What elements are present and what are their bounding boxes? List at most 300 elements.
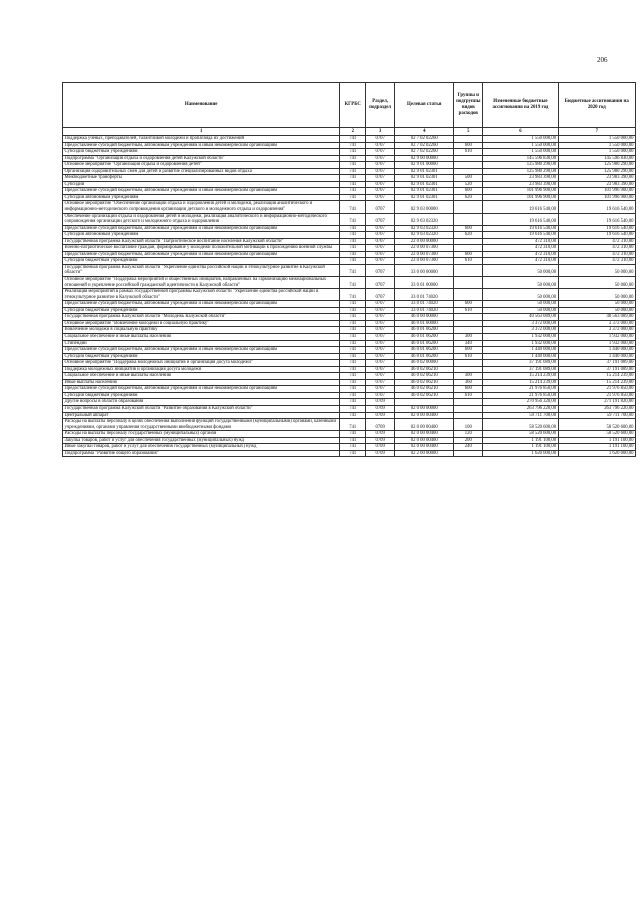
row-section: 0709 xyxy=(366,399,395,406)
row-amount-2019: 50 000,00 xyxy=(483,301,558,308)
row-amount-2019: 125 980 290,00 xyxy=(483,168,558,175)
row-amount-2020: 3 372 000,00 xyxy=(558,320,635,327)
row-amount-2019: 19 616 540,00 xyxy=(483,201,558,213)
row-section: 0707 xyxy=(366,320,395,327)
row-target-article: 22 0 00 07300 xyxy=(395,251,454,258)
row-target-article: 02 9 01 02301 xyxy=(395,194,454,201)
row-kbk: 741 xyxy=(340,201,366,213)
row-expense-group: 600 xyxy=(454,301,483,308)
row-amount-2020: 1 550 000,00 xyxy=(558,149,635,156)
table-row xyxy=(63,320,636,327)
row-name: Предоставление субсидий бюджетным, автономным учреждениям и иным некоммерческим организациям xyxy=(63,386,340,393)
row-kbk: 741 xyxy=(340,232,366,239)
row-amount-2020: 19 616 540,00 xyxy=(558,201,635,213)
row-amount-2019: 1 191 100,00 xyxy=(483,437,558,444)
row-target-article: 02 9 01 02301 xyxy=(395,188,454,195)
row-amount-2019: 37 191 089,00 xyxy=(483,366,558,373)
row-amount-2019: 19 616 540,00 xyxy=(483,225,558,232)
table-row xyxy=(63,213,636,225)
row-name: Субсидии бюджетным учреждениям xyxy=(63,392,340,399)
row-section: 0707 xyxy=(366,188,395,195)
row-name: Основное мероприятие "Поддержка мероприятий и общественных инициатив, направленных на гармонизацию межнациональных отношений и укрепление российской гражданской идентичности в Калужской области" xyxy=(63,277,340,289)
row-target-article: 02 9 03 02320 xyxy=(395,225,454,232)
row-kbk: 741 xyxy=(340,327,366,334)
row-section: 0709 xyxy=(366,437,395,444)
row-name: Обеспечение организации отдыха и оздоровления детей и молодежи, реализация аналитического и информационно-методического сопровождения организации детского и молодежного отдыха и оздоровления xyxy=(63,213,340,225)
row-target-article: 02 9 00 00000 xyxy=(395,155,454,162)
row-kbk: 741 xyxy=(340,238,366,245)
row-name: Закупка товаров, работ и услуг для обеспечения государственных (муниципальных) нужд xyxy=(63,437,340,444)
row-amount-2019: 101 996 900,00 xyxy=(483,194,558,201)
row-amount-2019: 1 620 000,00 xyxy=(483,450,558,457)
row-amount-2019: 1 550 000,00 xyxy=(483,136,558,143)
row-amount-2019: 263 796 220,00 xyxy=(483,405,558,412)
table-row xyxy=(63,405,636,412)
row-amount-2020: 50 000,00 xyxy=(558,289,635,301)
row-name: Основное мероприятие "Обеспечение организации отдыха и оздоровления детей и молодежи, реализация аналитического и информационно-методического сопровождения организации детского и молодежного отдыха и оздоровления" xyxy=(63,201,340,213)
table-row xyxy=(63,245,636,252)
row-section: 0707 xyxy=(366,360,395,367)
row-section: 0709 xyxy=(366,412,395,419)
row-section: 0707 xyxy=(366,149,395,156)
row-amount-2020: 145 596 830,00 xyxy=(558,155,635,162)
row-kbk: 741 xyxy=(340,188,366,195)
row-amount-2019: 125 980 290,00 xyxy=(483,162,558,169)
row-section: 0707 xyxy=(366,238,395,245)
table-row xyxy=(63,168,636,175)
row-target-article: 46 0 01 06200 xyxy=(395,353,454,360)
row-kbk: 741 xyxy=(340,142,366,149)
row-name: Государственная программа Калужской области "Молодежь Калужской области" xyxy=(63,314,340,321)
row-target-article: 02 0 00 00400 xyxy=(395,412,454,419)
row-kbk: 741 xyxy=(340,155,366,162)
row-name: Субсидии автономным учреждениям xyxy=(63,232,340,239)
row-amount-2020: 3 372 000,00 xyxy=(558,327,635,334)
row-section: 0707 xyxy=(366,245,395,252)
row-amount-2020: 472 310,00 xyxy=(558,258,635,265)
table-row xyxy=(63,360,636,367)
row-target-article: 33 0 01 74020 xyxy=(395,289,454,301)
table-header-row xyxy=(63,83,636,128)
row-kbk: 741 xyxy=(340,437,366,444)
row-kbk: 741 xyxy=(340,347,366,354)
row-amount-2020: 1 440 000,00 xyxy=(558,353,635,360)
table-row xyxy=(63,136,636,143)
table-row xyxy=(63,431,636,438)
table-row xyxy=(63,188,636,195)
row-section: 0707 xyxy=(366,264,395,276)
row-section: 0707 xyxy=(366,277,395,289)
row-target-article: 02 9 03 00000 xyxy=(395,201,454,213)
row-amount-2020: 472 310,00 xyxy=(558,251,635,258)
row-target-article: 02 9 01 00000 xyxy=(395,162,454,169)
column-index: 6 xyxy=(483,128,558,136)
header-section: Раздел, подраздел xyxy=(366,83,395,128)
row-expense-group xyxy=(454,450,483,457)
row-amount-2020: 101 996 900,00 xyxy=(558,188,635,195)
table-body xyxy=(63,136,636,457)
row-section: 0707 xyxy=(366,162,395,169)
row-name: Реализация мероприятий в рамках государственной программы Калужской области "Укрепление единства российской нации и этнокультурное развитие в Калужской области" xyxy=(63,289,340,301)
row-section: 0707 xyxy=(366,155,395,162)
row-target-article: 46 0 02 06210 xyxy=(395,373,454,380)
row-section: 0707 xyxy=(366,251,395,258)
row-amount-2020: 23 983 390,00 xyxy=(558,181,635,188)
row-section: 0707 xyxy=(366,307,395,314)
row-amount-2019: 19 616 540,00 xyxy=(483,213,558,225)
row-section: 0709 xyxy=(366,419,395,431)
row-amount-2020: 50 000,00 xyxy=(558,301,635,308)
row-kbk: 741 xyxy=(340,405,366,412)
row-target-article: 02 7 02 02260 xyxy=(395,142,454,149)
row-amount-2020: 50 000,00 xyxy=(558,277,635,289)
row-section: 0707 xyxy=(366,225,395,232)
row-kbk: 741 xyxy=(340,162,366,169)
row-expense-group: 360 xyxy=(454,379,483,386)
row-amount-2019: 37 191 089,00 xyxy=(483,360,558,367)
row-amount-2020: 1 191 100,00 xyxy=(558,444,635,451)
row-amount-2020: 15 214 239,00 xyxy=(558,373,635,380)
header-2020: Бюджетные ассигнования на 2020 год xyxy=(558,83,635,128)
row-section: 0707 xyxy=(366,327,395,334)
row-section: 0707 xyxy=(366,353,395,360)
row-amount-2019: 1 191 100,00 xyxy=(483,444,558,451)
row-expense-group: 610 xyxy=(454,353,483,360)
row-expense-group: 600 xyxy=(454,386,483,393)
row-expense-group: 610 xyxy=(454,392,483,399)
row-target-article: 22 0 00 00000 xyxy=(395,238,454,245)
row-kbk: 741 xyxy=(340,386,366,393)
row-kbk: 741 xyxy=(340,431,366,438)
row-name: Предоставление субсидий бюджетным, автономным учреждениям и иным некоммерческим организациям xyxy=(63,251,340,258)
row-amount-2019: 3 372 000,00 xyxy=(483,327,558,334)
row-amount-2020: 1 550 000,00 xyxy=(558,136,635,143)
budget-table xyxy=(62,82,636,457)
row-target-article: 46 0 01 06200 xyxy=(395,340,454,347)
row-expense-group: 120 xyxy=(454,431,483,438)
table-row xyxy=(63,301,636,308)
row-name: Основное мероприятие "Вовлечение молодежи в социальную практику" xyxy=(63,320,340,327)
row-target-article: 33 0 01 74020 xyxy=(395,307,454,314)
row-target-article: 33 0 01 74020 xyxy=(395,301,454,308)
row-target-article: 46 0 02 06210 xyxy=(395,379,454,386)
row-amount-2019: 59 711 700,00 xyxy=(483,412,558,419)
row-amount-2019: 50 000,00 xyxy=(483,277,558,289)
row-target-article: 46 0 02 06210 xyxy=(395,386,454,393)
row-expense-group: 340 xyxy=(454,340,483,347)
row-kbk: 741 xyxy=(340,194,366,201)
row-target-article: 02 0 00 00400 xyxy=(395,437,454,444)
row-section: 0707 xyxy=(366,386,395,393)
row-section: 0707 xyxy=(366,175,395,182)
row-section: 0707 xyxy=(366,301,395,308)
row-section: 0707 xyxy=(366,392,395,399)
row-expense-group: 240 xyxy=(454,444,483,451)
header-group: Группы и подгруппы видов расходов xyxy=(454,83,483,128)
row-expense-group: 600 xyxy=(454,225,483,232)
row-amount-2019: 19 616 540,00 xyxy=(483,232,558,239)
row-kbk: 741 xyxy=(340,136,366,143)
row-expense-group: 600 xyxy=(454,142,483,149)
row-expense-group: 520 xyxy=(454,181,483,188)
row-amount-2020: 50 000,00 xyxy=(558,264,635,276)
table-row xyxy=(63,347,636,354)
row-name: Субсидии бюджетным учреждениям xyxy=(63,307,340,314)
row-name: Расходы на выплаты персоналу государственных (муниципальных) органов xyxy=(63,431,340,438)
row-name: Субсидии бюджетным учреждениям xyxy=(63,258,340,265)
row-amount-2019: 58 520 600,00 xyxy=(483,419,558,431)
row-section: 0707 xyxy=(366,194,395,201)
row-name: Государственная программа Калужской области "Патриотическое воспитание населения Калужской области" xyxy=(63,238,340,245)
row-target-article: 46 0 01 06200 xyxy=(395,347,454,354)
row-target-article: 02 9 01 02301 xyxy=(395,168,454,175)
row-kbk: 741 xyxy=(340,175,366,182)
row-amount-2019: 50 000,00 xyxy=(483,307,558,314)
row-target-article: 33 0 00 00000 xyxy=(395,264,454,276)
row-target-article: 02 2 00 00000 xyxy=(395,450,454,457)
row-kbk: 741 xyxy=(340,213,366,225)
row-name: Расходы на выплаты персоналу в целях обеспечения выполнения функций государственными (муниципальными) органами, казенными учреждениями, органами управления государственными внебюджетными фондами xyxy=(63,419,340,431)
row-name: Государственная программа Калужской области "Укрепление единства российской нации и этнокультурное развитие в Калужской области" xyxy=(63,264,340,276)
row-expense-group: 600 xyxy=(454,251,483,258)
row-name: Субсидии автономным учреждениям xyxy=(63,194,340,201)
row-kbk: 741 xyxy=(340,168,366,175)
row-amount-2020: 23 983 390,00 xyxy=(558,175,635,182)
table-row xyxy=(63,201,636,213)
row-amount-2020: 19 616 540,00 xyxy=(558,225,635,232)
row-amount-2019: 1 440 000,00 xyxy=(483,353,558,360)
row-name: Предоставление субсидий бюджетным, автономным учреждениям и иным некоммерческим организациям xyxy=(63,301,340,308)
row-name: Подпрограмма "Организация отдыха и оздоровления детей Калужской области" xyxy=(63,155,340,162)
row-amount-2020: 59 711 700,00 xyxy=(558,412,635,419)
row-amount-2020: 19 616 540,00 xyxy=(558,232,635,239)
row-name: Государственная программа Калужской области "Развитие образования в Калужской области" xyxy=(63,405,340,412)
row-amount-2020: 125 980 290,00 xyxy=(558,168,635,175)
row-kbk: 741 xyxy=(340,289,366,301)
row-name: Предоставление субсидий бюджетным, автономным учреждениям и иным некоммерческим организациям xyxy=(63,347,340,354)
row-amount-2019: 15 214 239,00 xyxy=(483,379,558,386)
row-kbk: 741 xyxy=(340,307,366,314)
row-expense-group: 300 xyxy=(454,333,483,340)
row-target-article: 46 0 01 06200 xyxy=(395,327,454,334)
row-amount-2019: 21 976 850,00 xyxy=(483,386,558,393)
row-amount-2020: 1 440 000,00 xyxy=(558,347,635,354)
row-kbk: 741 xyxy=(340,360,366,367)
table-row xyxy=(63,142,636,149)
row-expense-group: 610 xyxy=(454,149,483,156)
row-kbk: 741 xyxy=(340,320,366,327)
row-section: 0707 xyxy=(366,347,395,354)
column-index: 2 xyxy=(340,128,366,136)
header-target: Целевая статья xyxy=(395,83,454,128)
row-amount-2019: 472 310,00 xyxy=(483,251,558,258)
row-kbk: 741 xyxy=(340,340,366,347)
table-row xyxy=(63,251,636,258)
row-expense-group: 600 xyxy=(454,347,483,354)
row-kbk: 741 xyxy=(340,258,366,265)
row-target-article: 02 9 03 02320 xyxy=(395,213,454,225)
row-amount-2020: 1 932 000,00 xyxy=(558,340,635,347)
table-row xyxy=(63,386,636,393)
row-kbk: 741 xyxy=(340,225,366,232)
row-name: Военно-патриотическое воспитание граждан, формирование у молодежи положительной мотивации к прохождению военной службы xyxy=(63,245,340,252)
row-target-article: 02 9 01 02301 xyxy=(395,181,454,188)
row-amount-2020: 1 550 000,00 xyxy=(558,142,635,149)
table-row xyxy=(63,373,636,380)
row-target-article: 02 0 00 00000 xyxy=(395,405,454,412)
row-expense-group: 610 xyxy=(454,307,483,314)
row-expense-group xyxy=(454,264,483,276)
row-amount-2019: 23 983 390,00 xyxy=(483,175,558,182)
row-name: Субсидии бюджетным учреждениям xyxy=(63,149,340,156)
row-name: Подпрограмма "Развитие общего образования" xyxy=(63,450,340,457)
row-section: 0709 xyxy=(366,431,395,438)
row-amount-2020: 472 310,00 xyxy=(558,245,635,252)
row-section: 0707 xyxy=(366,289,395,301)
row-target-article: 22 0 00 07300 xyxy=(395,245,454,252)
row-name: Основное мероприятие "Поддержка молодежных инициатив и организация досуга молодежи" xyxy=(63,360,340,367)
row-kbk: 741 xyxy=(340,419,366,431)
row-expense-group: 600 xyxy=(454,188,483,195)
row-expense-group xyxy=(454,277,483,289)
table-row xyxy=(63,419,636,431)
row-expense-group xyxy=(454,201,483,213)
row-kbk: 741 xyxy=(340,412,366,419)
row-amount-2019: 40 563 089,00 xyxy=(483,314,558,321)
row-kbk: 741 xyxy=(340,149,366,156)
row-section: 0707 xyxy=(366,366,395,373)
row-amount-2020: 101 996 900,00 xyxy=(558,194,635,201)
row-target-article: 02 7 02 02260 xyxy=(395,149,454,156)
row-section: 0707 xyxy=(366,136,395,143)
row-name: Поддержка молодежных инициатив и организация досуга молодежи xyxy=(63,366,340,373)
column-index: 4 xyxy=(395,128,454,136)
row-target-article: 46 0 00 00000 xyxy=(395,314,454,321)
row-target-article: 02 9 01 02301 xyxy=(395,175,454,182)
row-amount-2019: 145 596 830,00 xyxy=(483,155,558,162)
row-amount-2020: 37 191 089,00 xyxy=(558,366,635,373)
row-target-article: 22 0 00 07300 xyxy=(395,258,454,265)
table-row xyxy=(63,333,636,340)
row-expense-group: 200 xyxy=(454,437,483,444)
row-section: 0709 xyxy=(366,444,395,451)
page-number: 206 xyxy=(597,56,608,64)
row-amount-2019: 58 520 600,00 xyxy=(483,431,558,438)
row-amount-2019: 1 932 000,00 xyxy=(483,333,558,340)
row-expense-group xyxy=(454,213,483,225)
row-name: Центральный аппарат xyxy=(63,412,340,419)
header-name: Наименование xyxy=(63,83,340,128)
row-amount-2019: 1 932 000,00 xyxy=(483,340,558,347)
row-amount-2020: 21 976 850,00 xyxy=(558,392,635,399)
row-kbk: 741 xyxy=(340,353,366,360)
row-section: 0707 xyxy=(366,373,395,380)
table-row xyxy=(63,225,636,232)
column-index: 3 xyxy=(366,128,395,136)
row-target-article: 46 0 02 00000 xyxy=(395,360,454,367)
row-amount-2019: 1 550 000,00 xyxy=(483,149,558,156)
row-name: Социальное обеспечение и иные выплаты населению xyxy=(63,333,340,340)
row-name: Межбюджетные трансферты xyxy=(63,175,340,182)
row-expense-group: 100 xyxy=(454,419,483,431)
row-amount-2020: 58 520 600,00 xyxy=(558,419,635,431)
row-kbk: 741 xyxy=(340,392,366,399)
row-amount-2019: 50 000,00 xyxy=(483,289,558,301)
row-target-article: 02 0 00 00400 xyxy=(395,444,454,451)
row-amount-2020: 21 976 850,00 xyxy=(558,386,635,393)
row-amount-2019: 472 310,00 xyxy=(483,238,558,245)
row-name: Субсидии бюджетным учреждениям xyxy=(63,353,340,360)
row-kbk: 741 xyxy=(340,444,366,451)
row-kbk: 741 xyxy=(340,399,366,406)
row-amount-2019: 472 310,00 xyxy=(483,245,558,252)
row-kbk: 741 xyxy=(340,366,366,373)
row-expense-group: 620 xyxy=(454,194,483,201)
row-amount-2020: 263 796 220,00 xyxy=(558,405,635,412)
row-name: Другие вопросы в области образования xyxy=(63,399,340,406)
row-amount-2019: 3 372 000,00 xyxy=(483,320,558,327)
row-name: Субсидии xyxy=(63,181,340,188)
row-kbk: 741 xyxy=(340,251,366,258)
row-amount-2020: 1 191 100,00 xyxy=(558,437,635,444)
row-target-article: 33 0 01 00000 xyxy=(395,277,454,289)
row-name: Социальное обеспечение и иные выплаты населению xyxy=(63,373,340,380)
row-name: Иные выплаты населению xyxy=(63,379,340,386)
row-name: Предоставление субсидий бюджетным, автономным учреждениям и иным некоммерческим организациям xyxy=(63,142,340,149)
row-target-article: 46 0 02 06210 xyxy=(395,392,454,399)
row-target-article: 46 0 01 06200 xyxy=(395,333,454,340)
row-amount-2019: 1 550 000,00 xyxy=(483,142,558,149)
table-row xyxy=(63,289,636,301)
row-section: 0707 xyxy=(366,232,395,239)
row-section: 0707 xyxy=(366,333,395,340)
row-amount-2020: 50 000,00 xyxy=(558,307,635,314)
row-section: 0707 xyxy=(366,168,395,175)
table-row xyxy=(63,450,636,457)
row-amount-2020: 15 214 239,00 xyxy=(558,379,635,386)
table-row xyxy=(63,162,636,169)
row-section: 0709 xyxy=(366,450,395,457)
row-amount-2020: 1 620 000,00 xyxy=(558,450,635,457)
table-row xyxy=(63,314,636,321)
row-amount-2019: 101 996 900,00 xyxy=(483,188,558,195)
row-expense-group xyxy=(454,289,483,301)
row-section: 0707 xyxy=(366,379,395,386)
row-kbk: 741 xyxy=(340,245,366,252)
row-name: Основное мероприятие "Организация отдыха и оздоровления детей" xyxy=(63,162,340,169)
row-kbk: 741 xyxy=(340,264,366,276)
row-name: Предоставление субсидий бюджетным, автономным учреждениям и иным некоммерческим организациям xyxy=(63,188,340,195)
row-section: 0707 xyxy=(366,201,395,213)
row-expense-group: 500 xyxy=(454,175,483,182)
row-name: Стипендии xyxy=(63,340,340,347)
row-section: 0707 xyxy=(366,181,395,188)
row-amount-2020: 37 191 089,00 xyxy=(558,360,635,367)
row-amount-2020: 472 310,00 xyxy=(558,238,635,245)
row-expense-group: 610 xyxy=(454,258,483,265)
header-2019: Измененные бюджетные ассигнования на 2019 год xyxy=(483,83,558,128)
row-section: 0709 xyxy=(366,405,395,412)
row-kbk: 741 xyxy=(340,450,366,457)
row-section: 0707 xyxy=(366,314,395,321)
row-kbk: 741 xyxy=(340,333,366,340)
row-amount-2019: 21 976 850,00 xyxy=(483,392,558,399)
row-name: Иные закупки товаров, работ и услуг для обеспечения государственных (муниципальных) нужд xyxy=(63,444,340,451)
table-row xyxy=(63,155,636,162)
row-amount-2020: 125 980 290,00 xyxy=(558,162,635,169)
header-kbk: КГРБС xyxy=(340,83,366,128)
row-target-article: 46 0 02 06210 xyxy=(395,366,454,373)
